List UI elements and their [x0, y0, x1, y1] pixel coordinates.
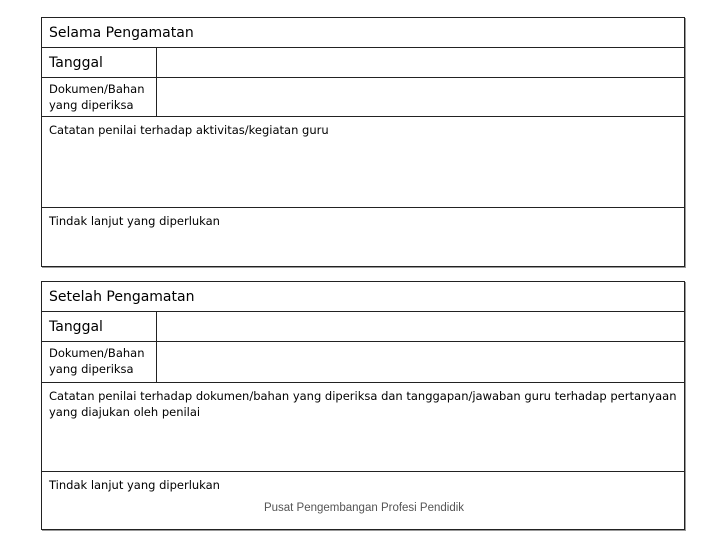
catatan-label-line2: yang diajukan oleh penilai [49, 405, 201, 419]
catatan-row[interactable] [42, 117, 684, 208]
section-title: Selama Pengamatan [49, 25, 194, 41]
dokumen-label-line1: Dokumen/Bahan [49, 82, 145, 96]
tanggal-field[interactable] [157, 312, 684, 341]
dokumen-field[interactable] [157, 78, 684, 116]
section-title-row [42, 282, 684, 312]
tanggal-label: Tanggal [42, 312, 157, 341]
section-title-row [42, 18, 684, 48]
tindak-lanjut-row[interactable] [42, 472, 684, 528]
catatan-label-line1: Catatan penilai terhadap dokumen/bahan yang diperiksa dan tanggapan/jawaban guru terhadap pertanyaan [49, 389, 677, 403]
tindak-lanjut-label: Tindak lanjut yang diperlukan [49, 478, 220, 492]
tanggal-label: Tanggal [42, 48, 157, 77]
dokumen-label-line1: Dokumen/Bahan [49, 346, 145, 360]
tindak-lanjut-label: Tindak lanjut yang diperlukan [49, 214, 220, 228]
tanggal-row [42, 48, 684, 78]
section-title: Setelah Pengamatan [49, 289, 195, 305]
catatan-label: Catatan penilai terhadap aktivitas/kegiatan guru [49, 123, 329, 137]
footer-text: Pusat Pengembangan Profesi Pendidik [263, 502, 465, 514]
form-selama-pengamatan [41, 17, 685, 267]
dokumen-row [42, 342, 684, 383]
dokumen-label-line2: yang diperiksa [49, 362, 134, 376]
dokumen-field[interactable] [157, 342, 684, 382]
dokumen-label-line2: yang diperiksa [49, 98, 134, 112]
dokumen-row [42, 78, 684, 117]
catatan-label [42, 383, 684, 471]
dokumen-label [42, 78, 157, 116]
dokumen-label [42, 342, 157, 382]
catatan-row[interactable] [42, 383, 684, 472]
tindak-lanjut-row[interactable] [42, 208, 684, 265]
tanggal-field[interactable] [157, 48, 684, 77]
tanggal-row [42, 312, 684, 342]
form-setelah-pengamatan [41, 281, 685, 530]
